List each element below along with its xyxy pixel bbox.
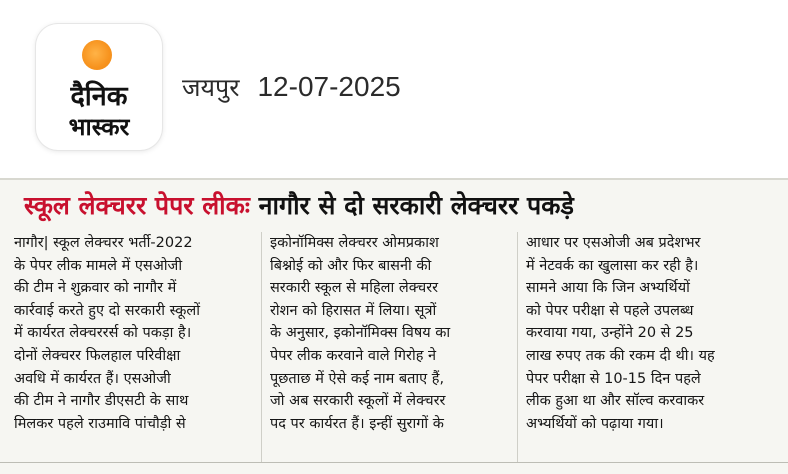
edition-date: 12-07-2025 <box>257 71 401 102</box>
column-line: कार्रवाई करते हुए दो सरकारी स्कूलों <box>14 302 200 319</box>
column-line: पेपर लीक करवाने वाले गिरोह ने <box>270 347 437 364</box>
column-line: पेपर परीक्षा से 10-15 दिन पहले <box>526 370 701 387</box>
column-line: में नेटवर्क का खुलासा कर रही है। <box>526 257 699 274</box>
clipping-bottom-rule <box>0 462 788 463</box>
dainik-bhaskar-logo <box>36 24 162 150</box>
column-divider <box>261 232 262 462</box>
column-line: सरकारी स्कूल से महिला लेक्चरर <box>270 280 439 297</box>
article-headline <box>24 186 574 226</box>
column-line: के अनुसार, इकोनॉमिक्स विषय का <box>270 325 451 342</box>
column-line: नागौर| स्कूल लेक्चरर भर्ती-2022 <box>14 235 193 251</box>
column-line: आधार पर एसओजी अब प्रदेशभर <box>526 235 701 251</box>
column-line: लीक हुआ था और सॉल्व करवाकर <box>526 393 705 410</box>
column-line: इकोनॉमिक्स लेक्चरर ओमप्रकाश <box>270 235 439 251</box>
column-line: करवाया गया, उन्होंने 20 से 25 <box>526 325 694 342</box>
headline-main: नागौर से दो सरकारी लेक्चरर पकड़े <box>258 191 574 220</box>
column-line: रोशन को हिरासत में लिया। सूत्रों <box>270 302 437 319</box>
column-line: को पेपर परीक्षा से पहले उपलब्ध <box>526 302 694 319</box>
column-line: अवधि में कार्यरत हैं। एसओजी <box>14 370 171 387</box>
column-line: अभ्यर्थियों को पढ़ाया गया। <box>526 415 664 432</box>
article-column-3 <box>526 232 774 468</box>
column-line: बिश्नोई को और फिर बासनी की <box>270 257 432 274</box>
column-divider <box>517 232 518 462</box>
column-line: दोनों लेक्चरर फिलहाल परिवीक्षा <box>14 347 181 364</box>
column-line: लाख रुपए तक की रकम दी थी। यह <box>526 347 715 364</box>
column-line: में कार्यरत लेक्चररर्स को पकड़ा है। <box>14 325 192 342</box>
headline-highlight: स्कूल लेक्चरर पेपर लीकः <box>24 191 250 220</box>
column-line: की टीम ने नागौर डीएसटी के साथ <box>14 393 189 410</box>
edition-city: जयपुर <box>182 73 240 102</box>
column-line: जो अब सरकारी स्कूलों में लेक्चरर <box>270 393 446 410</box>
article-column-2 <box>270 232 508 468</box>
column-line: पूछताछ में ऐसे कई नाम बताए हैं, <box>270 370 445 387</box>
column-line: सामने आया कि जिन अभ्यर्थियों <box>526 280 690 297</box>
clipping-top-edge <box>0 178 788 180</box>
article-column-1 <box>14 232 252 468</box>
column-line: के पेपर लीक मामले में एसओजी <box>14 257 183 274</box>
sun-icon <box>82 40 112 70</box>
logo-text-bhaskar: भास्कर <box>68 113 130 141</box>
column-line: मिलकर पहले राउमावि पांचौड़ी से <box>14 415 186 432</box>
column-line: की टीम ने शुक्रवार को नागौर में <box>14 280 177 297</box>
column-line: पद पर कार्यरत हैं। इन्हीं सुरागों के <box>270 415 444 432</box>
logo-text-dainik: दैनिक <box>70 81 128 112</box>
edition-header <box>182 70 401 104</box>
